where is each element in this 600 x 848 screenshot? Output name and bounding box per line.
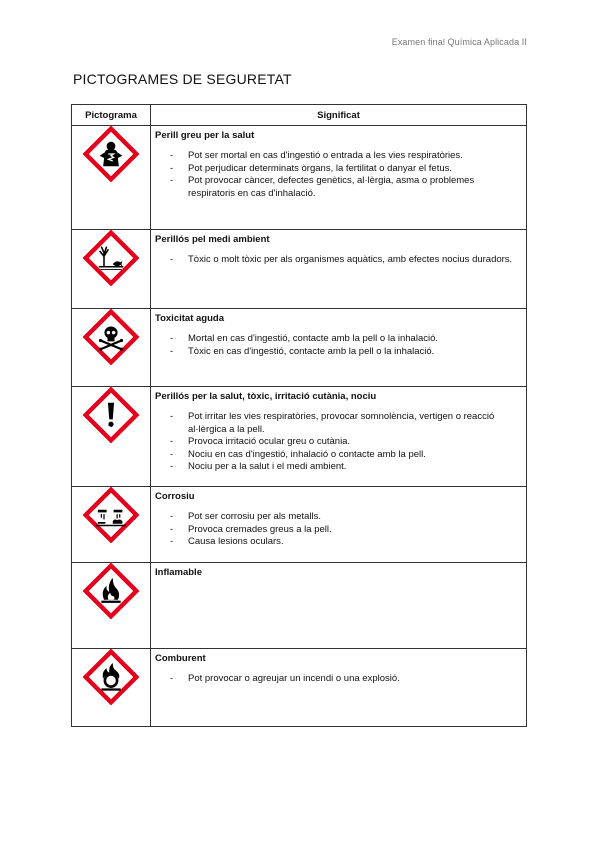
meaning-cell bbox=[151, 126, 527, 230]
bullet-list bbox=[155, 150, 520, 200]
flame-over-circle-icon bbox=[83, 649, 139, 705]
corrosion-icon bbox=[83, 487, 139, 543]
pictogram-cell bbox=[72, 309, 151, 387]
bullet-list bbox=[155, 333, 520, 358]
list-item: - Pot ser corrosiu per als metalls. bbox=[155, 511, 520, 524]
list-item: - Provoca cremades greus a la pell. bbox=[155, 524, 520, 537]
pictograms-table bbox=[71, 104, 527, 727]
list-item: - Nociu per a la salut i el medi ambient. bbox=[155, 461, 520, 474]
list-item: - Pot ser mortal en cas d'ingestió o entrada a les vies respiratòries. bbox=[155, 150, 520, 163]
exclamation-mark-icon bbox=[83, 387, 139, 443]
pictogram-cell bbox=[72, 126, 151, 230]
list-item: - Tòxic en cas d'ingestió, contacte amb la pell o la inhalació. bbox=[155, 346, 520, 359]
meaning-cell bbox=[151, 230, 527, 309]
row-title: Perillós per la salut, tòxic, irritació cutània, nociu bbox=[155, 391, 377, 402]
table-row bbox=[72, 309, 527, 387]
bullet-list bbox=[155, 411, 520, 474]
table-row bbox=[72, 126, 527, 230]
column-header-meaning: Significat bbox=[151, 105, 527, 126]
pictogram-cell bbox=[72, 387, 151, 487]
list-item: - Mortal en cas d'ingestió, contacte amb la pell o la inhalació. bbox=[155, 333, 520, 346]
environment-hazard-icon bbox=[83, 230, 139, 286]
list-item: - Tòxic o molt tòxic per als organismes aquàtics, amb efectes nocius duradors. bbox=[155, 254, 520, 267]
meaning-cell bbox=[151, 563, 527, 649]
page-title: PICTOGRAMES DE SEGURETAT bbox=[73, 71, 292, 87]
row-title: Comburent bbox=[155, 653, 206, 664]
list-item: - Pot provocar o agreujar un incendi o una explosió. bbox=[155, 673, 520, 686]
table-header-row bbox=[72, 105, 527, 126]
header-note: Examen final Química Aplicada II bbox=[391, 37, 527, 47]
row-title: Toxicitat aguda bbox=[155, 313, 224, 324]
meaning-cell bbox=[151, 387, 527, 487]
bullet-list bbox=[155, 511, 520, 549]
list-item: - Nociu en cas d'ingestió, inhalació o contacte amb la pell. bbox=[155, 449, 520, 462]
row-title: Perill greu per la salut bbox=[155, 130, 255, 141]
table-row bbox=[72, 563, 527, 649]
table-row bbox=[72, 230, 527, 309]
table-row bbox=[72, 649, 527, 727]
pictogram-cell bbox=[72, 230, 151, 309]
list-item: - Pot perjudicar determinats òrgans, la fertilitat o danyar el fetus. bbox=[155, 163, 520, 176]
table-row bbox=[72, 387, 527, 487]
list-item: - Provoca irritació ocular greu o cutània. bbox=[155, 436, 520, 449]
table-row bbox=[72, 487, 527, 563]
row-title: Perillós pel medi ambient bbox=[155, 234, 270, 245]
health-hazard-icon bbox=[83, 126, 139, 182]
column-header-pictogram: Pictograma bbox=[72, 105, 151, 126]
flame-icon bbox=[83, 563, 139, 619]
bullet-list bbox=[155, 254, 520, 267]
meaning-cell bbox=[151, 649, 527, 727]
row-title: Corrosiu bbox=[155, 491, 195, 502]
list-item: - Pot irritar les vies respiratòries, provocar somnolència, vertigen o reacció al·lèrgica a la pell. bbox=[155, 411, 520, 436]
pictogram-cell bbox=[72, 563, 151, 649]
list-item: - Causa lesions oculars. bbox=[155, 536, 520, 549]
bullet-list bbox=[155, 673, 520, 686]
row-title: Inflamable bbox=[155, 567, 202, 578]
list-item: - Pot provocar càncer, defectes genètics, al·lèrgia, asma o problemes respiratoris en cas d'inhalació. bbox=[155, 175, 520, 200]
pictogram-cell bbox=[72, 649, 151, 727]
meaning-cell bbox=[151, 309, 527, 387]
skull-crossbones-icon bbox=[83, 309, 139, 365]
meaning-cell bbox=[151, 487, 527, 563]
pictogram-cell bbox=[72, 487, 151, 563]
